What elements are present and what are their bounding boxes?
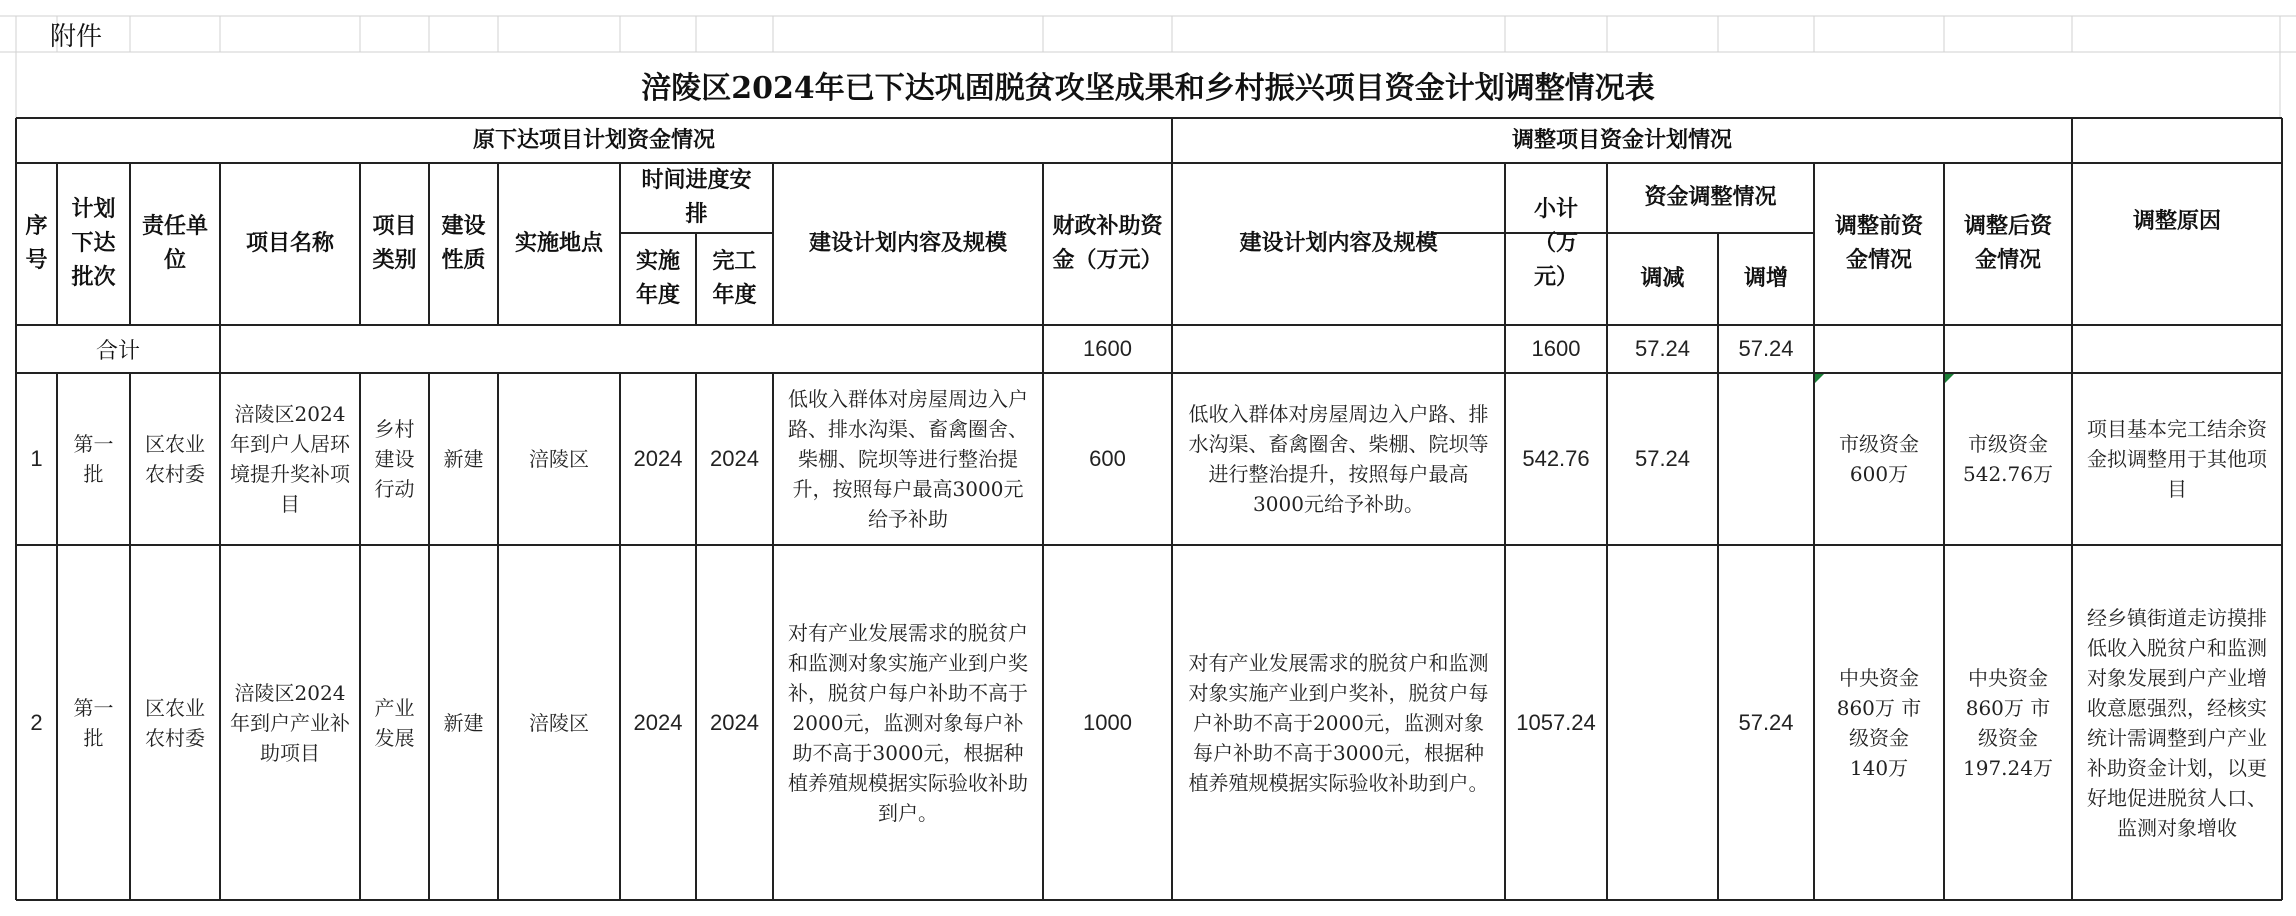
row-subtotal: 542.76 [1522,446,1590,471]
comment-marker-icon [1945,374,1954,383]
row-nature: 新建 [443,710,484,735]
subtotal-header: 小计（万元） [1533,197,1578,290]
location-header: 实施地点 [514,231,603,256]
row-increase [1718,373,1814,545]
seq-header: 序号 [25,214,48,273]
row-after: 中央资金860万 市级资金197.24万 [1963,665,2053,780]
row-reason: 项目基本完工结余资金拟调整用于其他项目 [2087,417,2267,501]
attachment-label: 附件 [50,21,103,52]
totals-subtotal: 1600 [1531,336,1581,361]
project-name-header: 项目名称 [245,231,334,256]
subsidy-header: 财政补助资金（万元） [1052,214,1163,273]
start-year-header: 实施年度 [635,249,680,308]
row-increase: 57.24 [1738,709,1794,735]
before-header: 调整前资金情况 [1834,214,1923,273]
row-batch: 第一批 [73,695,114,750]
row-end-year: 2024 [710,446,759,471]
row-subsidy: 600 [1089,446,1126,471]
dept-header: 责任单位 [141,214,208,273]
table-title: 涪陵区2024年已下达巩固脱贫攻坚成果和乡村振兴项目资金计划调整情况表 [641,71,1655,106]
row-reason: 经乡镇街道走访摸排低收入脱贫户和监测对象发展到户产业增收意愿强烈，经核实统计需调整到户产业补助资金计划，以更好地促进脱贫人口、监测对象增收 [2087,605,2267,840]
row-before: 市级资金600万 [1839,432,1919,486]
row-subsidy: 1000 [1083,709,1132,735]
batch-header: 计划下达批次 [71,197,116,290]
orig-content-header: 建设计划内容及规模 [808,231,1007,256]
row-after: 市级资金542.76万 [1963,432,2053,486]
totals-decrease: 57.24 [1634,336,1691,361]
row-seq: 1 [30,446,43,471]
category-header: 项目类别 [372,214,417,273]
row-project-name: 涪陵区2024年到户产业补助项目 [230,680,350,765]
row-adj-content: 低收入群体对房屋周边入户路、排水沟渠、畜禽圈舍、柴棚、院坝等进行整治提升，按照每户最高3000元给予补助。 [1188,402,1489,516]
totals-subsidy: 1600 [1083,336,1132,361]
row-orig-content: 低收入群体对房屋周边入户路、排水沟渠、畜禽圈舍、柴棚、院坝等进行整治提升，按照每户最高3000元给予补助 [788,387,1028,531]
row-nature: 新建 [443,447,484,471]
row-adj-content: 对有产业发展需求的脱贫户和监测对象实施产业到户奖补，脱贫户每户补助不高于2000元，监测对象每户补助不高于3000元，根据种植养殖规模据实际验收补助到户。 [1188,650,1489,795]
row-category: 产业发展 [374,695,415,750]
schedule-header: 时间进度安排 [641,168,752,227]
row-decrease [1607,545,1718,900]
row-batch: 第一批 [73,432,114,486]
decrease-header: 调减 [1640,266,1685,291]
row-category: 乡村建设行动 [374,417,415,501]
row-location: 涪陵区 [529,447,589,471]
row-decrease: 57.24 [1634,446,1691,471]
row-seq: 2 [30,709,43,735]
increase-header: 调增 [1743,266,1788,291]
row-subtotal: 1057.24 [1516,709,1596,735]
row-before: 中央资金860万 市级资金140万 [1836,665,1922,780]
row-dept: 区农业农村委 [145,432,205,486]
row-start-year: 2024 [633,709,683,735]
reason-header: 调整原因 [2132,208,2221,234]
end-year-header: 完工年度 [712,249,757,308]
adjusted-group-header: 调整项目资金计划情况 [1511,127,1732,153]
row-end-year: 2024 [710,709,759,735]
row-dept: 区农业农村委 [145,695,205,750]
row-orig-content: 对有产业发展需求的脱贫户和监测对象实施产业到户奖补，脱贫户每户补助不高于2000元，监测对象每户补助不高于3000元，根据种植养殖规模据实际验收补助到户。 [788,620,1028,825]
totals-label: 合计 [95,338,140,364]
row-start-year: 2024 [633,446,683,471]
row-location: 涪陵区 [529,710,589,735]
after-header: 调整后资金情况 [1963,214,2052,273]
nature-header: 建设性质 [441,214,486,273]
adj-content-header: 建设计划内容及规模 [1239,231,1438,256]
original-group-header: 原下达项目计划资金情况 [472,127,715,153]
row-project-name: 涪陵区2024年到户人居环境提升奖补项目 [230,402,350,516]
totals-increase: 57.24 [1738,336,1794,361]
comment-marker-icon [1815,374,1824,383]
adj-situation-header: 资金调整情况 [1644,185,1777,210]
